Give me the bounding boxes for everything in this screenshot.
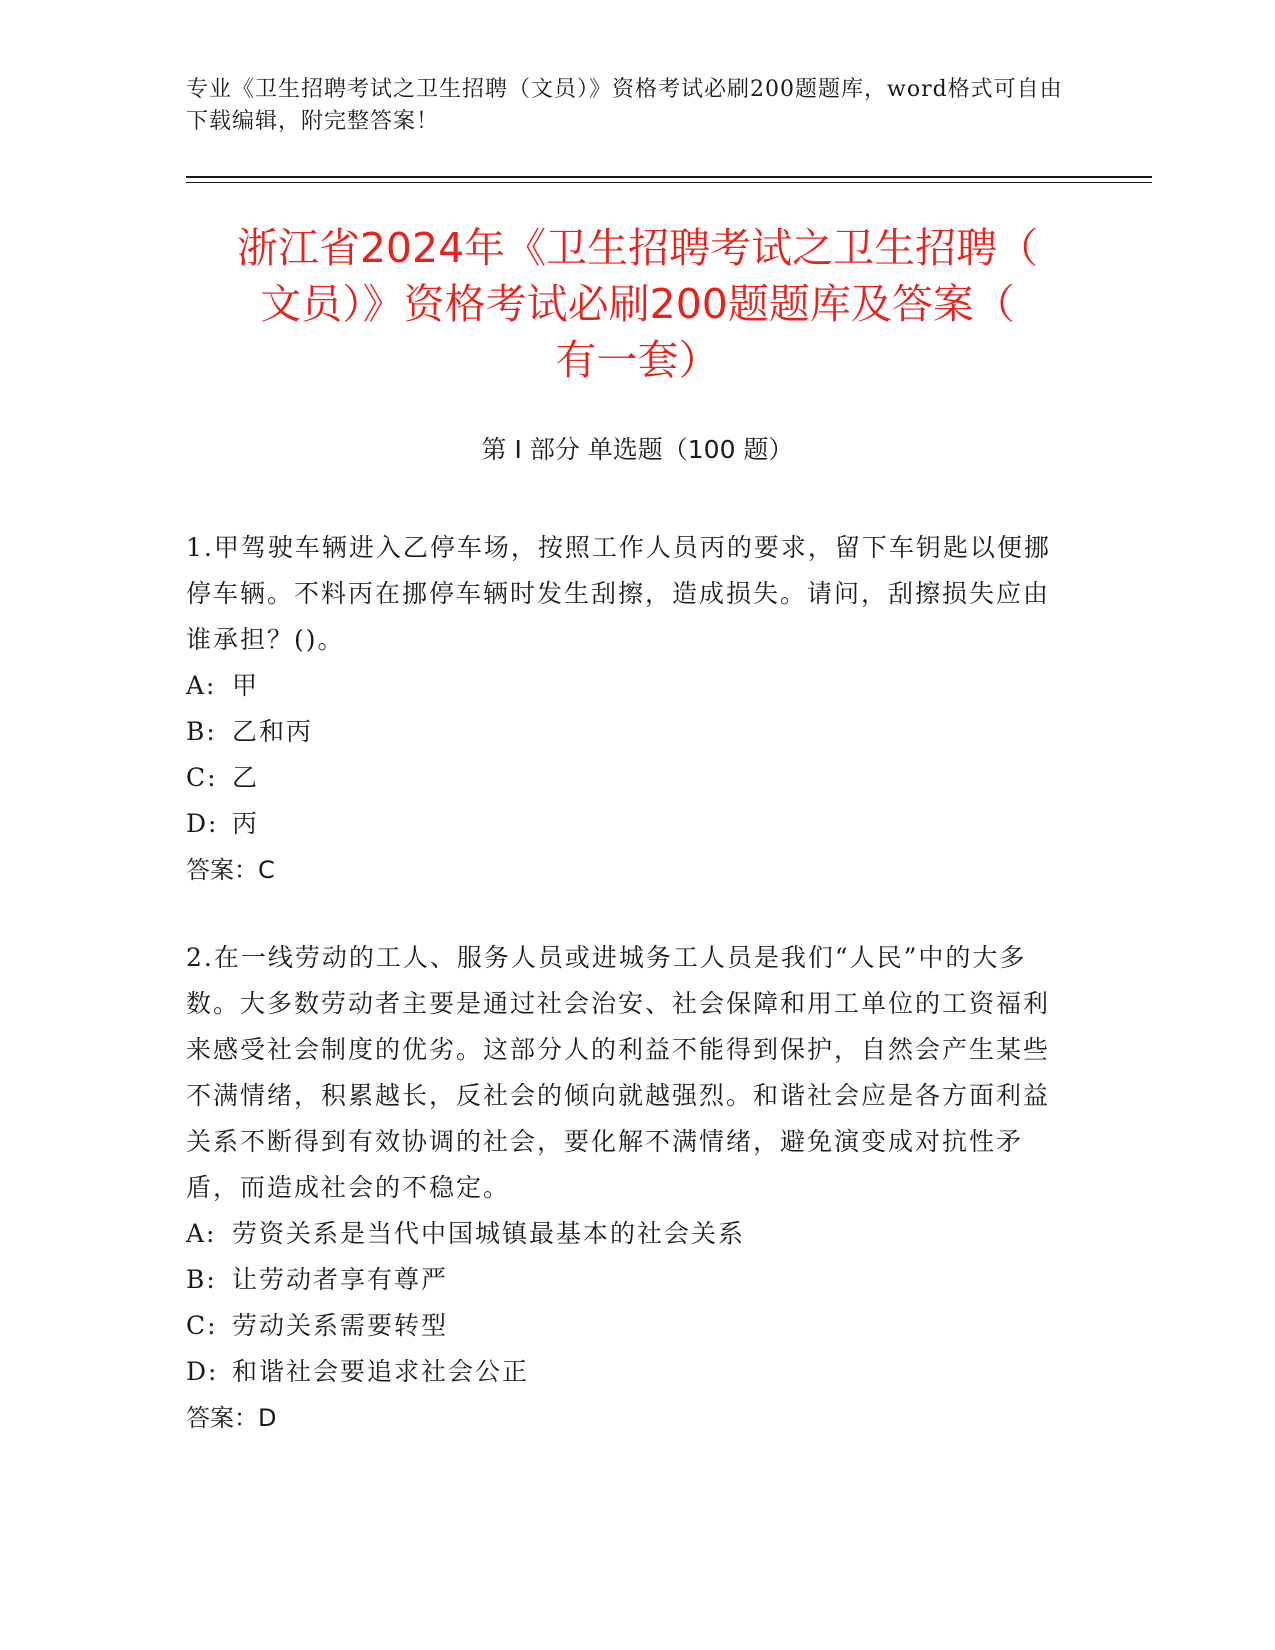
option-letter: B: [186,717,217,746]
option-a [186,663,1066,709]
option-letter: D: [186,1357,219,1386]
option-d [186,801,1066,847]
answer-line: 答案：D [186,1404,277,1432]
option-letter: B: [186,1265,217,1294]
option-b [186,709,1066,755]
option-text: 和谐社会要追求社会公正 [232,1357,530,1386]
option-text: 甲 [232,671,260,700]
question-2 [186,935,1066,1441]
answer-line: 答案：C [186,856,275,884]
option-c [186,755,1066,801]
document-title [180,220,1095,388]
option-text: 让劳动者享有尊严 [232,1265,449,1294]
option-text: 乙和丙 [232,717,314,746]
option-letter: D: [186,809,219,838]
header-rule-thin [186,182,1152,183]
header-note: 专业《卫生招聘考试之卫生招聘（文员）》资格考试必刷200题题库，word格式可自由下载编辑，附完整答案！ [186,77,1063,134]
option-letter: C: [186,763,218,792]
option-letter: A: [186,1219,217,1248]
option-text: 丙 [232,809,260,838]
option-text: 劳动关系需要转型 [232,1311,449,1340]
option-c [186,1303,1066,1349]
option-d [186,1349,1066,1395]
document-title-line-2: 文员）》资格考试必刷200题题库及答案（ [260,280,1015,328]
header-rule-thick [186,176,1152,178]
question-stem: 1.甲驾驶车辆进入乙停车场，按照工作人员丙的要求，留下车钥匙以便挪停车辆。不料丙在挪停车辆时发生刮擦，造成损失。请问，刮擦损失应由谁承担？()。 [186,533,1051,654]
question-stem: 2.在一线劳动的工人、服务人员或进城务工人员是我们“人民”中的大多数。大多数劳动者主要是通过社会治安、社会保障和用工单位的工资福利来感受社会制度的优劣。这部分人的利益不能得到保护，自然会产生某些不满情绪，积累越长，反社会的倾向就越强烈。和谐社会应是各方面利益关系不断得到有效协调的社会，要化解不满情绪，避免演变成对抗性矛盾，而造成社会的不稳定。 [186,943,1051,1202]
question-1 [186,525,1066,893]
option-letter: A: [186,671,217,700]
document-title-line-1: 浙江省2024年《卫生招聘考试之卫生招聘（ [236,224,1039,272]
option-b [186,1257,1066,1303]
option-text: 乙 [232,763,260,792]
option-a [186,1211,1066,1257]
option-text: 劳资关系是当代中国城镇最基本的社会关系 [232,1219,746,1248]
option-letter: C: [186,1311,218,1340]
document-title-line-3: 有一套） [555,336,720,384]
section-heading: 第 I 部分 单选题（100 题） [481,435,794,464]
